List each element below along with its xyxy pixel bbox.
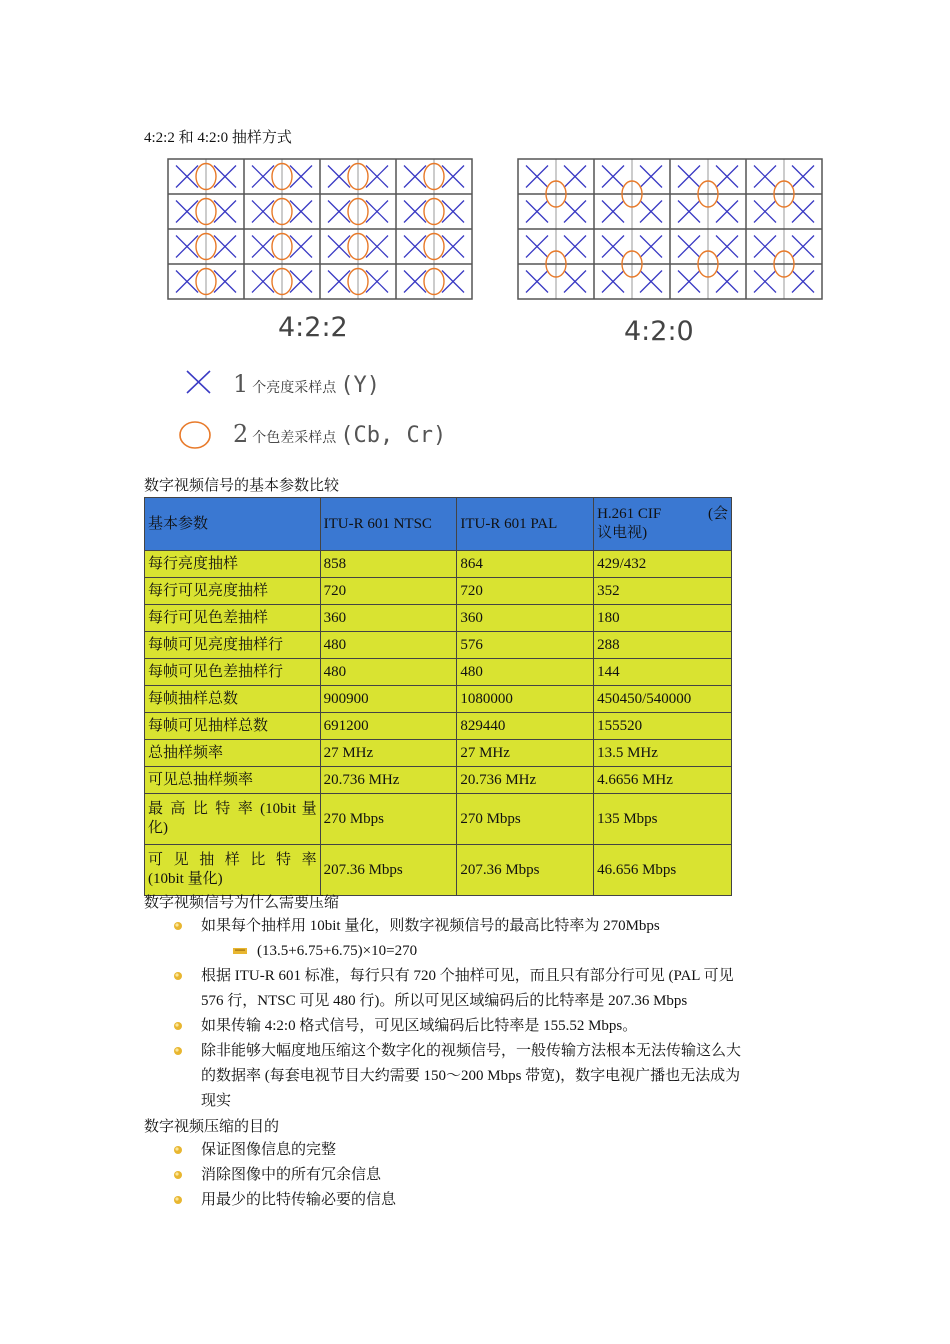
- bullet-icon: [173, 1046, 183, 1056]
- header-cell: [594, 498, 732, 551]
- table-cell: 270 Mbps: [320, 794, 457, 845]
- table-cell: 691200: [320, 713, 457, 740]
- legend-luma: [233, 370, 380, 398]
- table-cell: 155520: [594, 713, 732, 740]
- cell-line: 最 高 比 特 率 (10bit 量: [148, 801, 317, 817]
- legend-chroma: [233, 420, 446, 448]
- table-header-row: [145, 498, 732, 551]
- list-item: [173, 964, 823, 1014]
- label-422: 4:2:2: [278, 312, 348, 343]
- cell-line: 化): [148, 820, 168, 836]
- legend-luma-num: 1: [233, 370, 249, 398]
- legend-luma-paren: (Y): [340, 373, 381, 398]
- table-cell: 每行可见亮度抽样: [145, 578, 321, 605]
- list-item: [173, 1014, 823, 1039]
- table-cell: 每行可见色差抽样: [145, 605, 321, 632]
- header-cell: ITU-R 601 PAL: [457, 498, 594, 551]
- bullet-icon: [173, 971, 183, 981]
- diagram-420-grid: [516, 157, 826, 301]
- list-item: [173, 1138, 823, 1163]
- table-cell: 207.36 Mbps: [320, 845, 457, 896]
- parameter-table: [144, 497, 732, 896]
- list-item: [173, 1188, 823, 1213]
- list-item-text: 用最少的比特传输必要的信息: [201, 1192, 397, 1208]
- table-cell: 135 Mbps: [594, 794, 732, 845]
- table-cell: 720: [320, 578, 457, 605]
- purpose-list: [173, 1138, 823, 1213]
- table-cell: 450450/540000: [594, 686, 732, 713]
- list-item: [173, 1163, 823, 1188]
- list-item-text: 除非能够大幅度地压缩这个数字化的视频信号，一般传输方法根本无法传输这么大: [201, 1043, 742, 1059]
- table-cell: 20.736 MHz: [320, 767, 457, 794]
- table-cell: 480: [320, 632, 457, 659]
- table-row: [145, 686, 732, 713]
- list-item-text: 消除图像中的所有冗余信息: [201, 1167, 382, 1183]
- list-item-text: 保证图像信息的完整: [201, 1142, 337, 1158]
- table-cell: 27 MHz: [320, 740, 457, 767]
- table-cell: 总抽样频率: [145, 740, 321, 767]
- table-row: [145, 605, 732, 632]
- section-title-why-compress: 数字视频信号为什么需要压缩: [144, 895, 340, 911]
- bullet-icon: [173, 1170, 183, 1180]
- table-cell: 1080000: [457, 686, 594, 713]
- table-cell: 288: [594, 632, 732, 659]
- table-cell: 829440: [457, 713, 594, 740]
- table-title: 数字视频信号的基本参数比较: [144, 478, 340, 494]
- table-cell: 360: [320, 605, 457, 632]
- table-cell: 864: [457, 551, 594, 578]
- table-row: [145, 794, 732, 845]
- header-cif-paren: (会: [708, 506, 728, 522]
- diagram-422-grid: [166, 157, 476, 301]
- table-cell: 每行亮度抽样: [145, 551, 321, 578]
- table-row: [145, 659, 732, 686]
- sub-bullet-icon: [233, 948, 247, 954]
- luma-cross-icon: [184, 369, 214, 395]
- list-item: [173, 914, 823, 939]
- table-cell: 每帧可见亮度抽样行: [145, 632, 321, 659]
- list-item-text: (13.5+6.75+6.75)×10=270: [257, 943, 418, 959]
- list-item-text: 576 行，NTSC 可见 480 行)。所以可见区域编码后的比特率是 207.36 Mbps: [201, 993, 688, 1009]
- table-cell: 每帧可见抽样总数: [145, 713, 321, 740]
- table-row: [145, 551, 732, 578]
- legend-chroma-paren: (Cb, Cr): [340, 423, 447, 448]
- table-cell: 每帧抽样总数: [145, 686, 321, 713]
- table-cell: [145, 845, 321, 896]
- sub-list-item: [173, 939, 823, 964]
- header-cif: H.261 CIF: [597, 506, 662, 522]
- table-cell: [145, 794, 321, 845]
- label-420: 4:2:0: [624, 316, 694, 347]
- table-cell: 360: [457, 605, 594, 632]
- list-item-text: 如果每个抽样用 10bit 量化，则数字视频信号的最高比特率为 270Mbps: [201, 918, 660, 934]
- table-cell: 429/432: [594, 551, 732, 578]
- table-cell: 858: [320, 551, 457, 578]
- table-cell: 352: [594, 578, 732, 605]
- legend-chroma-text: 个色差采样点: [252, 430, 337, 446]
- legend-luma-text: 个亮度采样点: [252, 380, 337, 396]
- list-item: [173, 1039, 823, 1114]
- section-heading-sampling: 4:2:2 和 4:2:0 抽样方式: [144, 130, 292, 146]
- cell-line: 可 见 抽 样 比 特 率: [148, 852, 317, 868]
- table-cell: 20.736 MHz: [457, 767, 594, 794]
- table-cell: 可见总抽样频率: [145, 767, 321, 794]
- table-cell: 27 MHz: [457, 740, 594, 767]
- header-cell: 基本参数: [145, 498, 321, 551]
- table-cell: 270 Mbps: [457, 794, 594, 845]
- table-cell: 207.36 Mbps: [457, 845, 594, 896]
- table-cell: 720: [457, 578, 594, 605]
- table-cell: 480: [457, 659, 594, 686]
- table-cell: 180: [594, 605, 732, 632]
- table-cell: 4.6656 MHz: [594, 767, 732, 794]
- cell-line: (10bit 量化): [148, 871, 223, 887]
- table-cell: 576: [457, 632, 594, 659]
- legend-chroma-num: 2: [233, 420, 249, 448]
- table-row: [145, 713, 732, 740]
- header-cif-line2: 议电视): [597, 525, 648, 541]
- table-row: [145, 578, 732, 605]
- table-cell: 144: [594, 659, 732, 686]
- header-cell: ITU-R 601 NTSC: [320, 498, 457, 551]
- table-row: [145, 740, 732, 767]
- table-cell: 46.656 Mbps: [594, 845, 732, 896]
- table-cell: 每帧可见色差抽样行: [145, 659, 321, 686]
- chroma-circle-icon: [178, 420, 212, 450]
- bullet-icon: [173, 1021, 183, 1031]
- bullet-icon: [173, 1195, 183, 1205]
- list-item-text: 现实: [201, 1093, 232, 1109]
- table-row: [145, 632, 732, 659]
- table-cell: 13.5 MHz: [594, 740, 732, 767]
- table-cell: 900900: [320, 686, 457, 713]
- bullet-icon: [173, 1145, 183, 1155]
- table-row: [145, 845, 732, 896]
- why-compress-list: [173, 914, 823, 1114]
- list-item-text: 如果传输 4:2:0 格式信号，可见区域编码后比特率是 155.52 Mbps。: [201, 1018, 638, 1034]
- table-cell: 480: [320, 659, 457, 686]
- bullet-icon: [173, 921, 183, 931]
- list-item-text: 的数据率 (每套电视节目大约需要 150～200 Mbps 带宽)，数字电视广播也无法成为: [201, 1068, 741, 1084]
- table-row: [145, 767, 732, 794]
- section-title-purpose: 数字视频压缩的目的: [144, 1119, 280, 1135]
- list-item-text: 根据 ITU-R 601 标准，每行只有 720 个抽样可见，而且只有部分行可见 (PAL 可见: [201, 968, 734, 984]
